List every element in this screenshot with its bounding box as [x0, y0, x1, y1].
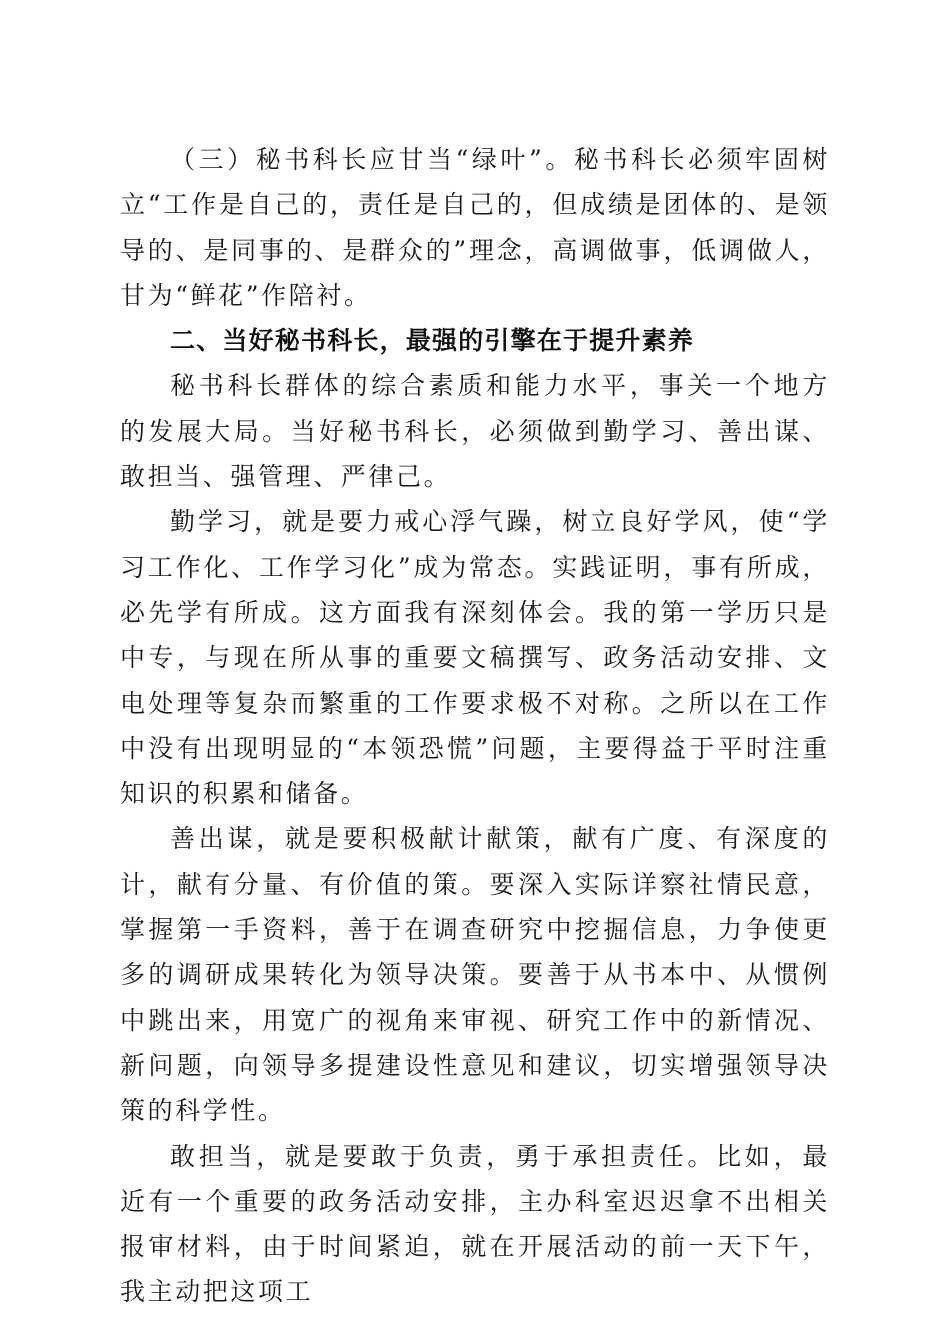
- paragraph-responsibility: 敢担当，就是要敢于负责，勇于承担责任。比如，最近有一个重要的政务活动安排，主办科室迟迟拿不出相关报审材料，由于时间紧迫，就在开展活动的前一天下午，我主动把这项工: [120, 1141, 830, 1307]
- paragraph-diligent-study: 勤学习，就是要力戒心浮气躁，树立良好学风，使“学习工作化、工作学习化”成为常态。实践证明，事有所成，必先学有所成。这方面我有深刻体会。我的第一学历只是中专，与现在所从事的重要文稿撰写、政务活动安排、文电处理等复杂而繁重的工作要求极不对称。之所以在工作中没有出现明显的“本领恐慌”问题，主要得益于平时注重知识的积累和储备。: [120, 507, 830, 809]
- paragraph-good-advice: 善出谋，就是要积极献计献策，献有广度、有深度的计，献有分量、有价值的策。要深入实际详察社情民意，掌握第一手资料，善于在调查研究中挖掘信息，力争使更多的调研成果转化为领导决策。要善于从书本中、从惯例中跳出来，用宽广的视角来审视、研究工作中的新情况、新问题，向领导多提建设性意见和建议，切实增强领导决策的科学性。: [120, 824, 830, 1126]
- paragraph-overview: 秘书科长群体的综合素质和能力水平，事关一个地方的发展大局。当好秘书科长，必须做到勤学习、善出谋、敢担当、强管理、严律己。: [120, 371, 830, 492]
- section-heading: 二、当好秘书科长，最强的引擎在于提升素养: [170, 326, 695, 356]
- document-body: [120, 137, 830, 1315]
- paragraph-green-leaf: （三）秘书科长应甘当“绿叶”。秘书科长必须牢固树立“工作是自己的，责任是自己的，但成绩是团体的、是领导的、是同事的、是群众的”理念，高调做事，低调做人，甘为“鲜花”作陪衬。: [120, 145, 830, 310]
